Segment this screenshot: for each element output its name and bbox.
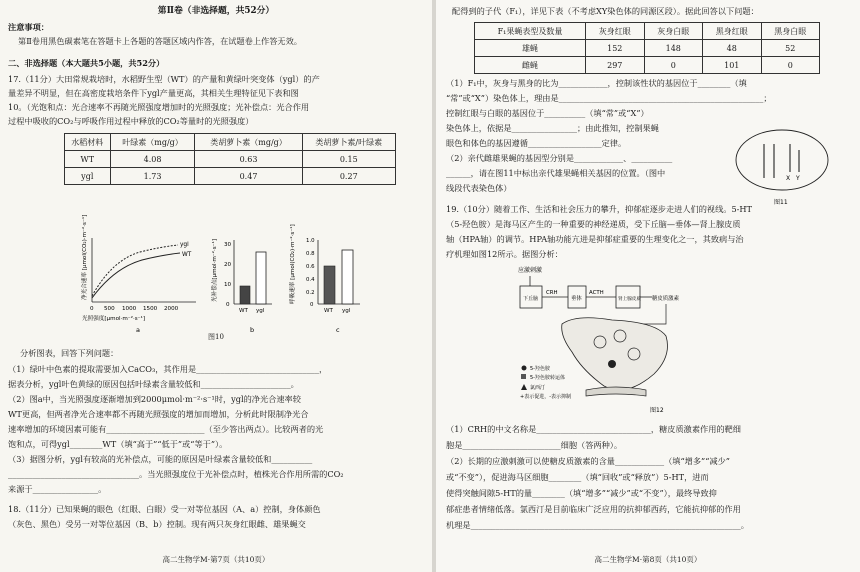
adrenal-label: 肾上腺皮质: [618, 297, 641, 302]
fig-a-wt-curve: [92, 253, 180, 298]
fig-a-series-ygl: ygl: [180, 242, 189, 248]
q19-item: 胞是________________________细胞（答两种）。: [446, 440, 623, 450]
fig-c-ytick: 1.0: [306, 238, 315, 244]
table-cell: 48: [703, 40, 762, 57]
table-cell: 52: [761, 40, 820, 57]
figure-12-caption: 图12: [650, 407, 664, 414]
table-header-cell: 类胡萝卜素/叶绿素: [302, 134, 395, 151]
figure-11-caption: 图11: [774, 199, 788, 206]
chromosome-y-label: Y: [796, 175, 800, 182]
part-title: 二、非选择题（本大题共5小题，共52分）: [8, 58, 165, 68]
table-header-cell: 类胡萝卜素（mg/g）: [195, 134, 302, 151]
notice-title: 注意事项：: [8, 22, 49, 32]
fig-a-ygl-curve: [92, 245, 178, 296]
q19-item: 机理是__________________________________________________________________。: [446, 520, 749, 530]
acth-label: ACTH: [589, 290, 604, 296]
fig-c-ytick: 0.8: [306, 251, 315, 257]
fig-c-cat: ygl: [342, 308, 351, 314]
fig-a-xtick: 1500: [143, 306, 158, 312]
table-cell: 0.63: [195, 151, 302, 168]
q17-item: （1）绿叶中色素的提取需要加入CaCO₃，其作用是______________________________，: [8, 364, 328, 374]
table-cell: 152: [586, 40, 645, 57]
table-cell: 0.27: [302, 168, 395, 185]
q19-item: （2）长期的应激刺激可以使糖皮质激素的含量____________（填“增多”“减少”: [446, 456, 730, 466]
fig-c-cat: WT: [324, 308, 333, 314]
table-cell: 雌蝇: [475, 57, 586, 74]
table-row: [65, 151, 396, 168]
cell-outline: [736, 130, 828, 190]
figure-12: [516, 264, 776, 414]
figure-10c: [284, 224, 374, 338]
right-footer: 高二生物学M·第8页（共10页）: [594, 555, 702, 564]
figure-11: [734, 128, 834, 214]
table-header-cell: 黑身红眼: [703, 23, 762, 40]
q19-line: 19.（10分）随着工作、生活和社会压力的攀升，抑郁症逐步走进人们的视线。5-HT: [446, 204, 753, 214]
table-17: [64, 133, 396, 185]
q17-item: 速率增加的环境因素可能有________________________（至少答出两点）。比较两者的光: [8, 424, 324, 434]
q18-item: ______，请在图11中标出亲代雄果蝇相关基因的位置。（图中: [446, 168, 666, 178]
fig-a-xtick: 0: [90, 306, 94, 312]
table-header-cell: 叶绿素（mg/g）: [110, 134, 195, 151]
fig-a-ylabel: 净光合速率 [μmol(CO₂)·m⁻²·s⁻¹]: [82, 214, 88, 300]
fig-a-xtick: 2000: [164, 306, 179, 312]
fig-c-bar-ygl: [342, 250, 353, 304]
table-cell: 0.47: [195, 168, 302, 185]
table-cell: 148: [644, 40, 703, 57]
hypothalamus-label: 下丘脑: [523, 296, 539, 302]
table-header-cell: 黑身白眼: [761, 23, 820, 40]
q19-item: 或“不变”），促进海马区细胞________（填“回收”或“释放”）5-HT，进而: [446, 472, 709, 482]
table-row: [475, 40, 820, 57]
table-cell: 0: [644, 57, 703, 74]
q19-item: 郁症患者情绪低落。氯西汀是目前临床广泛应用的抗抑郁西药，它能抗抑郁的作用: [446, 504, 741, 514]
fig-c-ytick: 0.6: [306, 264, 315, 270]
q19-item: （1）CRH的中文名称是____________________________，糖皮质激素作用的靶细: [446, 424, 741, 434]
figure-10a: [60, 214, 200, 338]
crh-label: CRH: [546, 290, 558, 296]
pituitary-label: 垂体: [571, 296, 582, 302]
fig-c-ytick: 0: [310, 302, 314, 308]
q18-line: （灰色、黑色）受另一对等位基因（B、b）控制。现有两只灰身红眼雌、雄果蝇交: [8, 519, 306, 529]
q18-item: “常”或“X”）染色体上，理由是__________________________________________________；: [446, 93, 772, 103]
table-cell: 0.15: [302, 151, 395, 168]
table-header-cell: 灰身白眼: [644, 23, 703, 40]
q17-item: 来源于________________。: [8, 484, 107, 494]
fig-c-letter: c: [336, 326, 340, 334]
q19-line: （5-羟色胺）是海马区产生的一种重要的神经递质，受下丘脑—垂体—肾上腺皮质: [446, 219, 741, 229]
q18-item: （2）亲代雌雄果蝇的基因型分别是____________、__________: [446, 153, 673, 163]
q18-item: 染色体上，依据是________________；由此推知，控制果蝇: [446, 123, 659, 133]
q19-line: 轴（HPA轴）的调节。HPA轴功能亢进是抑郁症重要的生理变化之一，其致病与治: [446, 234, 744, 244]
table-cell: 297: [586, 57, 645, 74]
q18-item: （1）F₁中，灰身与黑身的比为____________，控制该性状的基因位于________（填: [446, 78, 747, 88]
table-header-row: [475, 23, 820, 40]
q17-line: 10。（光饱和点：光合速率不再随光照强度增加时的光照强度；光补偿点：光合作用: [8, 102, 310, 112]
notice-text: 第Ⅱ卷用黑色碳素笔在答题卡上各题的答题区域内作答，在试题卷上作答无效。: [18, 36, 302, 46]
fig-c-ytick: 0.2: [306, 290, 315, 296]
legend-drug-icon: [521, 384, 527, 390]
q17-item: ________________________________。当光照强度位于光补偿点时，植株光合作用所需的CO₂: [8, 469, 344, 479]
q17-item: （3）据图分析，ygl有较高的光补偿点，可能的原因是叶绿素含量较低和__________: [8, 454, 313, 464]
table-cell: 101: [703, 57, 762, 74]
fig-a-series-wt: WT: [182, 252, 192, 258]
q17-line: 17.（11分）大田常规栽培时，水稻野生型（WT）的产量和黄绿叶突变体（ygl）的产: [8, 74, 320, 84]
figure-10-caption: 图10: [208, 333, 224, 341]
table-cell: 1.73: [110, 168, 195, 185]
q17-item: WT更高，但两者净光合速率都不再随光照强度的增加而增加，分析此时限制净光合: [8, 409, 309, 419]
right-page: [436, 0, 860, 572]
fig-b-ytick: 20: [224, 262, 232, 268]
q17-item: （2）图a中，当光照强度逐渐增加到2000μmol·m⁻²·s⁻¹时，ygl的净光合速率较: [8, 394, 301, 404]
q18-continue: 配得到的子代（F₁），详见下表（不考虑XY染色体的同源区段）。据此回答以下问题：: [452, 6, 759, 16]
legend-drug: 氯西汀: [530, 385, 546, 391]
table-cell: 0: [761, 57, 820, 74]
fig-b-ytick: 0: [226, 302, 230, 308]
table-18: [474, 22, 820, 74]
q17-line: 过程中吸收的CO₂与呼吸作用过程中释放的CO₂等量时的光照强度）: [8, 116, 254, 126]
q17-line: 量差异不明显，但在高密度栽培条件下ygl产量更高，其相关生理特征见下表和图: [8, 88, 299, 98]
presynaptic-neuron: [562, 318, 668, 390]
legend-transporter: 5-羟色胺转运体: [530, 375, 565, 381]
table-header-cell: 水稻材料: [65, 134, 111, 151]
fig-a-xtick: 500: [104, 306, 115, 312]
chromosome-x-label: X: [786, 175, 791, 182]
postsynaptic-membrane: [586, 387, 646, 396]
legend-5ht-icon: [522, 366, 527, 371]
table-header-cell: F₁果蝇表型及数量: [475, 23, 586, 40]
fig-b-ytick: 30: [224, 242, 232, 248]
table-cell: ygl: [65, 168, 111, 185]
section-title: 第Ⅱ卷（非选择题，共52分）: [157, 6, 275, 16]
fig-c-ylabel: 呼吸速率 [μmol(CO₂)·m⁻²·s⁻¹]: [290, 224, 296, 304]
q18-item: 线段代表染色体）: [446, 183, 512, 193]
q17-item: 饱和点，可得ygl________WT（填“高于”“低于”或“等于”）。: [8, 439, 228, 449]
fig-c-bar-wt: [324, 266, 335, 304]
gc-label: 糖皮质激素: [652, 296, 679, 302]
fig-b-bar-ygl: [256, 252, 266, 304]
analysis-prompt: 分析图表，回答下列问题：: [20, 348, 119, 358]
table-cell: 雄蝇: [475, 40, 586, 57]
feedback-line: [626, 304, 666, 324]
fig-b-ylabel: 光补偿点[μmol·m⁻²·s⁻¹]: [212, 238, 218, 302]
table-row: [475, 57, 820, 74]
table-header-row: [65, 134, 396, 151]
table-row: [65, 168, 396, 185]
left-footer: 高二生物学M·第7页（共10页）: [162, 555, 270, 564]
fig-a-letter: a: [136, 326, 140, 334]
fig-a-xlabel: 光照强度[μmol·m⁻²·s⁻¹]: [82, 316, 146, 322]
legend-note: +表示促进，-表示抑制: [520, 394, 571, 400]
table-cell: 4.08: [110, 151, 195, 168]
figure-10b: [206, 232, 276, 338]
q18-line: 18.（11分）已知果蝇的眼色（红眼、白眼）受一对等位基因（A、a）控制，身体颜色: [8, 504, 321, 514]
fig-c-ytick: 0.4: [306, 277, 315, 283]
q19-item: 使得突触间隙5-HT的量________（填“增多”“减少”或“不变”），最终导致抑: [446, 488, 717, 498]
transporter-dot: [608, 360, 616, 368]
q17-item: 据表分析，ygl叶色黄绿的原因包括叶绿素含量较低和______________________。: [8, 379, 299, 389]
q18-item: 眼色和体色的基因遵循__________________定律。: [446, 138, 627, 148]
fig-b-bar-wt: [240, 286, 250, 304]
stress-label: 应激刺激: [518, 267, 543, 274]
fig-b-ytick: 10: [224, 282, 232, 288]
fig-a-xtick: 1000: [122, 306, 137, 312]
table-cell: WT: [65, 151, 111, 168]
q19-line: 疗机理如图12所示。据图分析：: [446, 249, 563, 259]
legend-transporter-icon: [521, 374, 526, 379]
fig-b-letter: b: [250, 326, 255, 334]
legend-5ht: 5-羟色胺: [530, 366, 550, 372]
fig-b-cat: ygl: [256, 308, 265, 314]
table-header-cell: 灰身红眼: [586, 23, 645, 40]
fig-b-cat: WT: [239, 308, 248, 314]
q18-item: 控制红眼与白眼的基因位于__________（填“常”或“X”）: [446, 108, 649, 118]
